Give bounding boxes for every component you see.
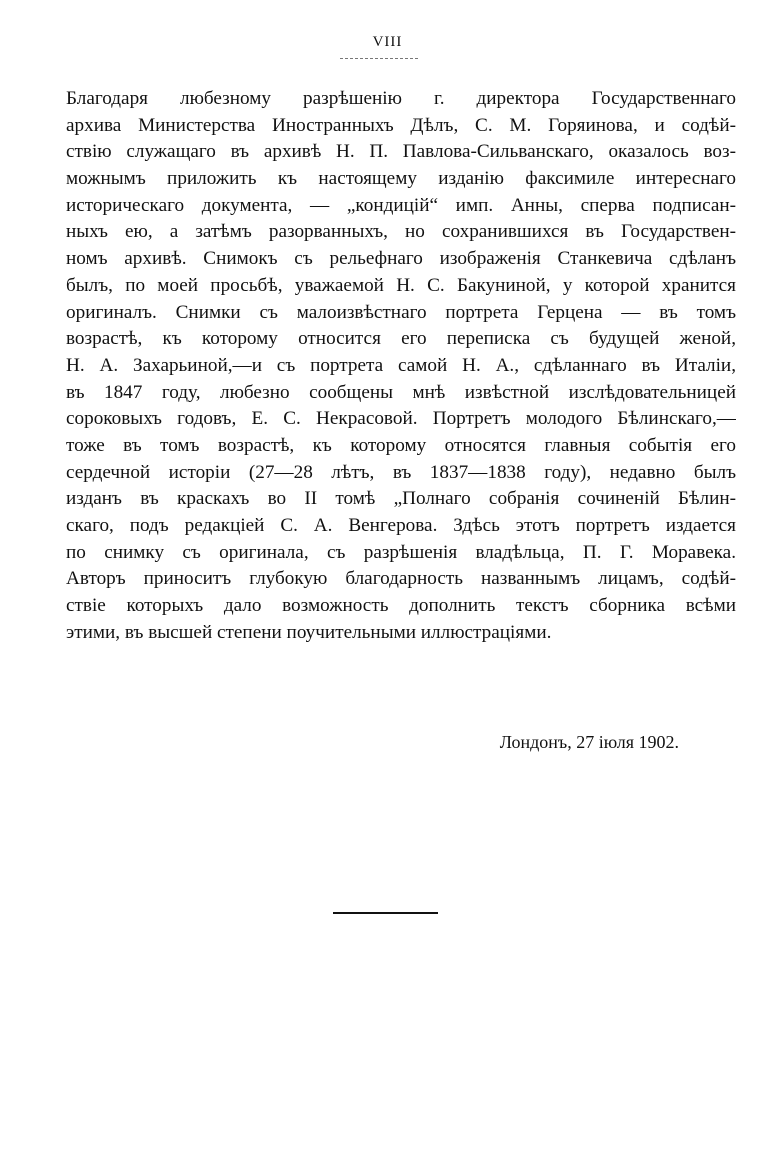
text-line: историческаго документа, — „кондицій“ имп. Анны, сперва подписан- xyxy=(66,194,736,216)
text-line: скаго, подъ редакціей С. А. Венгерова. Здѣсь этотъ портретъ издается xyxy=(66,515,736,536)
text-line: Благодаря любезному разрѣшенію г. директора Государственнаго xyxy=(66,88,736,109)
text-line: архива Министерства Иностранныхъ Дѣлъ, С. М. Горяинова, и содѣй- xyxy=(66,114,736,136)
text-line: въ 1847 году, любезно сообщены мнѣ извѣстной изслѣдовательницей xyxy=(66,381,736,403)
text-line: Н. А. Захарьиной,—и съ портрета самой Н. А., сдѣланнаго въ Италіи, xyxy=(66,354,736,376)
end-rule xyxy=(333,912,438,914)
text-line: ствію служащаго въ архивѣ Н. П. Павлова-Сильванскаго, оказалось воз- xyxy=(66,141,736,163)
text-line: этими, въ высшей степени поучительными иллюстраціями. xyxy=(66,621,552,643)
text-line: изданъ въ краскахъ во II томѣ „Полнаго собранія сочиненій Бѣлин- xyxy=(66,488,736,510)
text-line: тоже въ томъ возрастѣ, къ которому относятся главныя событія его xyxy=(66,434,736,456)
text-line: сороковыхъ годовъ, Е. С. Некрасовой. Портретъ молодого Бѣлинскаго,— xyxy=(66,408,736,430)
body-text xyxy=(66,86,736,646)
place-date-signature: Лондонъ, 27 іюля 1902. xyxy=(499,732,679,752)
text-line: возрастѣ, къ которому относится его переписка съ будущей женой, xyxy=(66,328,736,350)
text-line: номъ архивѣ. Снимокъ съ рельефнаго изображенія Станкевича сдѣланъ xyxy=(66,248,736,270)
text-line: по снимку съ оригинала, съ разрѣшенія владѣльца, П. Г. Моравека. xyxy=(66,541,736,563)
text-line: оригиналъ. Снимки съ малоизвѣстнаго портрета Герцена — въ томъ xyxy=(66,301,736,323)
text-line: былъ, по моей просьбѣ, уважаемой Н. С. Бакуниной, у которой хранится xyxy=(66,274,736,296)
text-line: ствіе которыхъ дало возможность дополнить текстъ сборника всѣми xyxy=(66,595,736,617)
page-number-rule xyxy=(340,58,418,59)
text-line: можнымъ приложить къ настоящему изданію факсимиле интереснаго xyxy=(66,168,736,190)
text-line: ныхъ ею, а затѣмъ разорванныхъ, но сохранившихся въ Государствен- xyxy=(66,221,736,243)
page-number: VIII xyxy=(372,34,403,50)
text-line: Авторъ приноситъ глубокую благодарность названнымъ лицамъ, содѣй- xyxy=(66,568,736,590)
text-line: сердечной исторіи (27—28 лѣтъ, въ 1837—1838 году), недавно былъ xyxy=(66,461,736,483)
